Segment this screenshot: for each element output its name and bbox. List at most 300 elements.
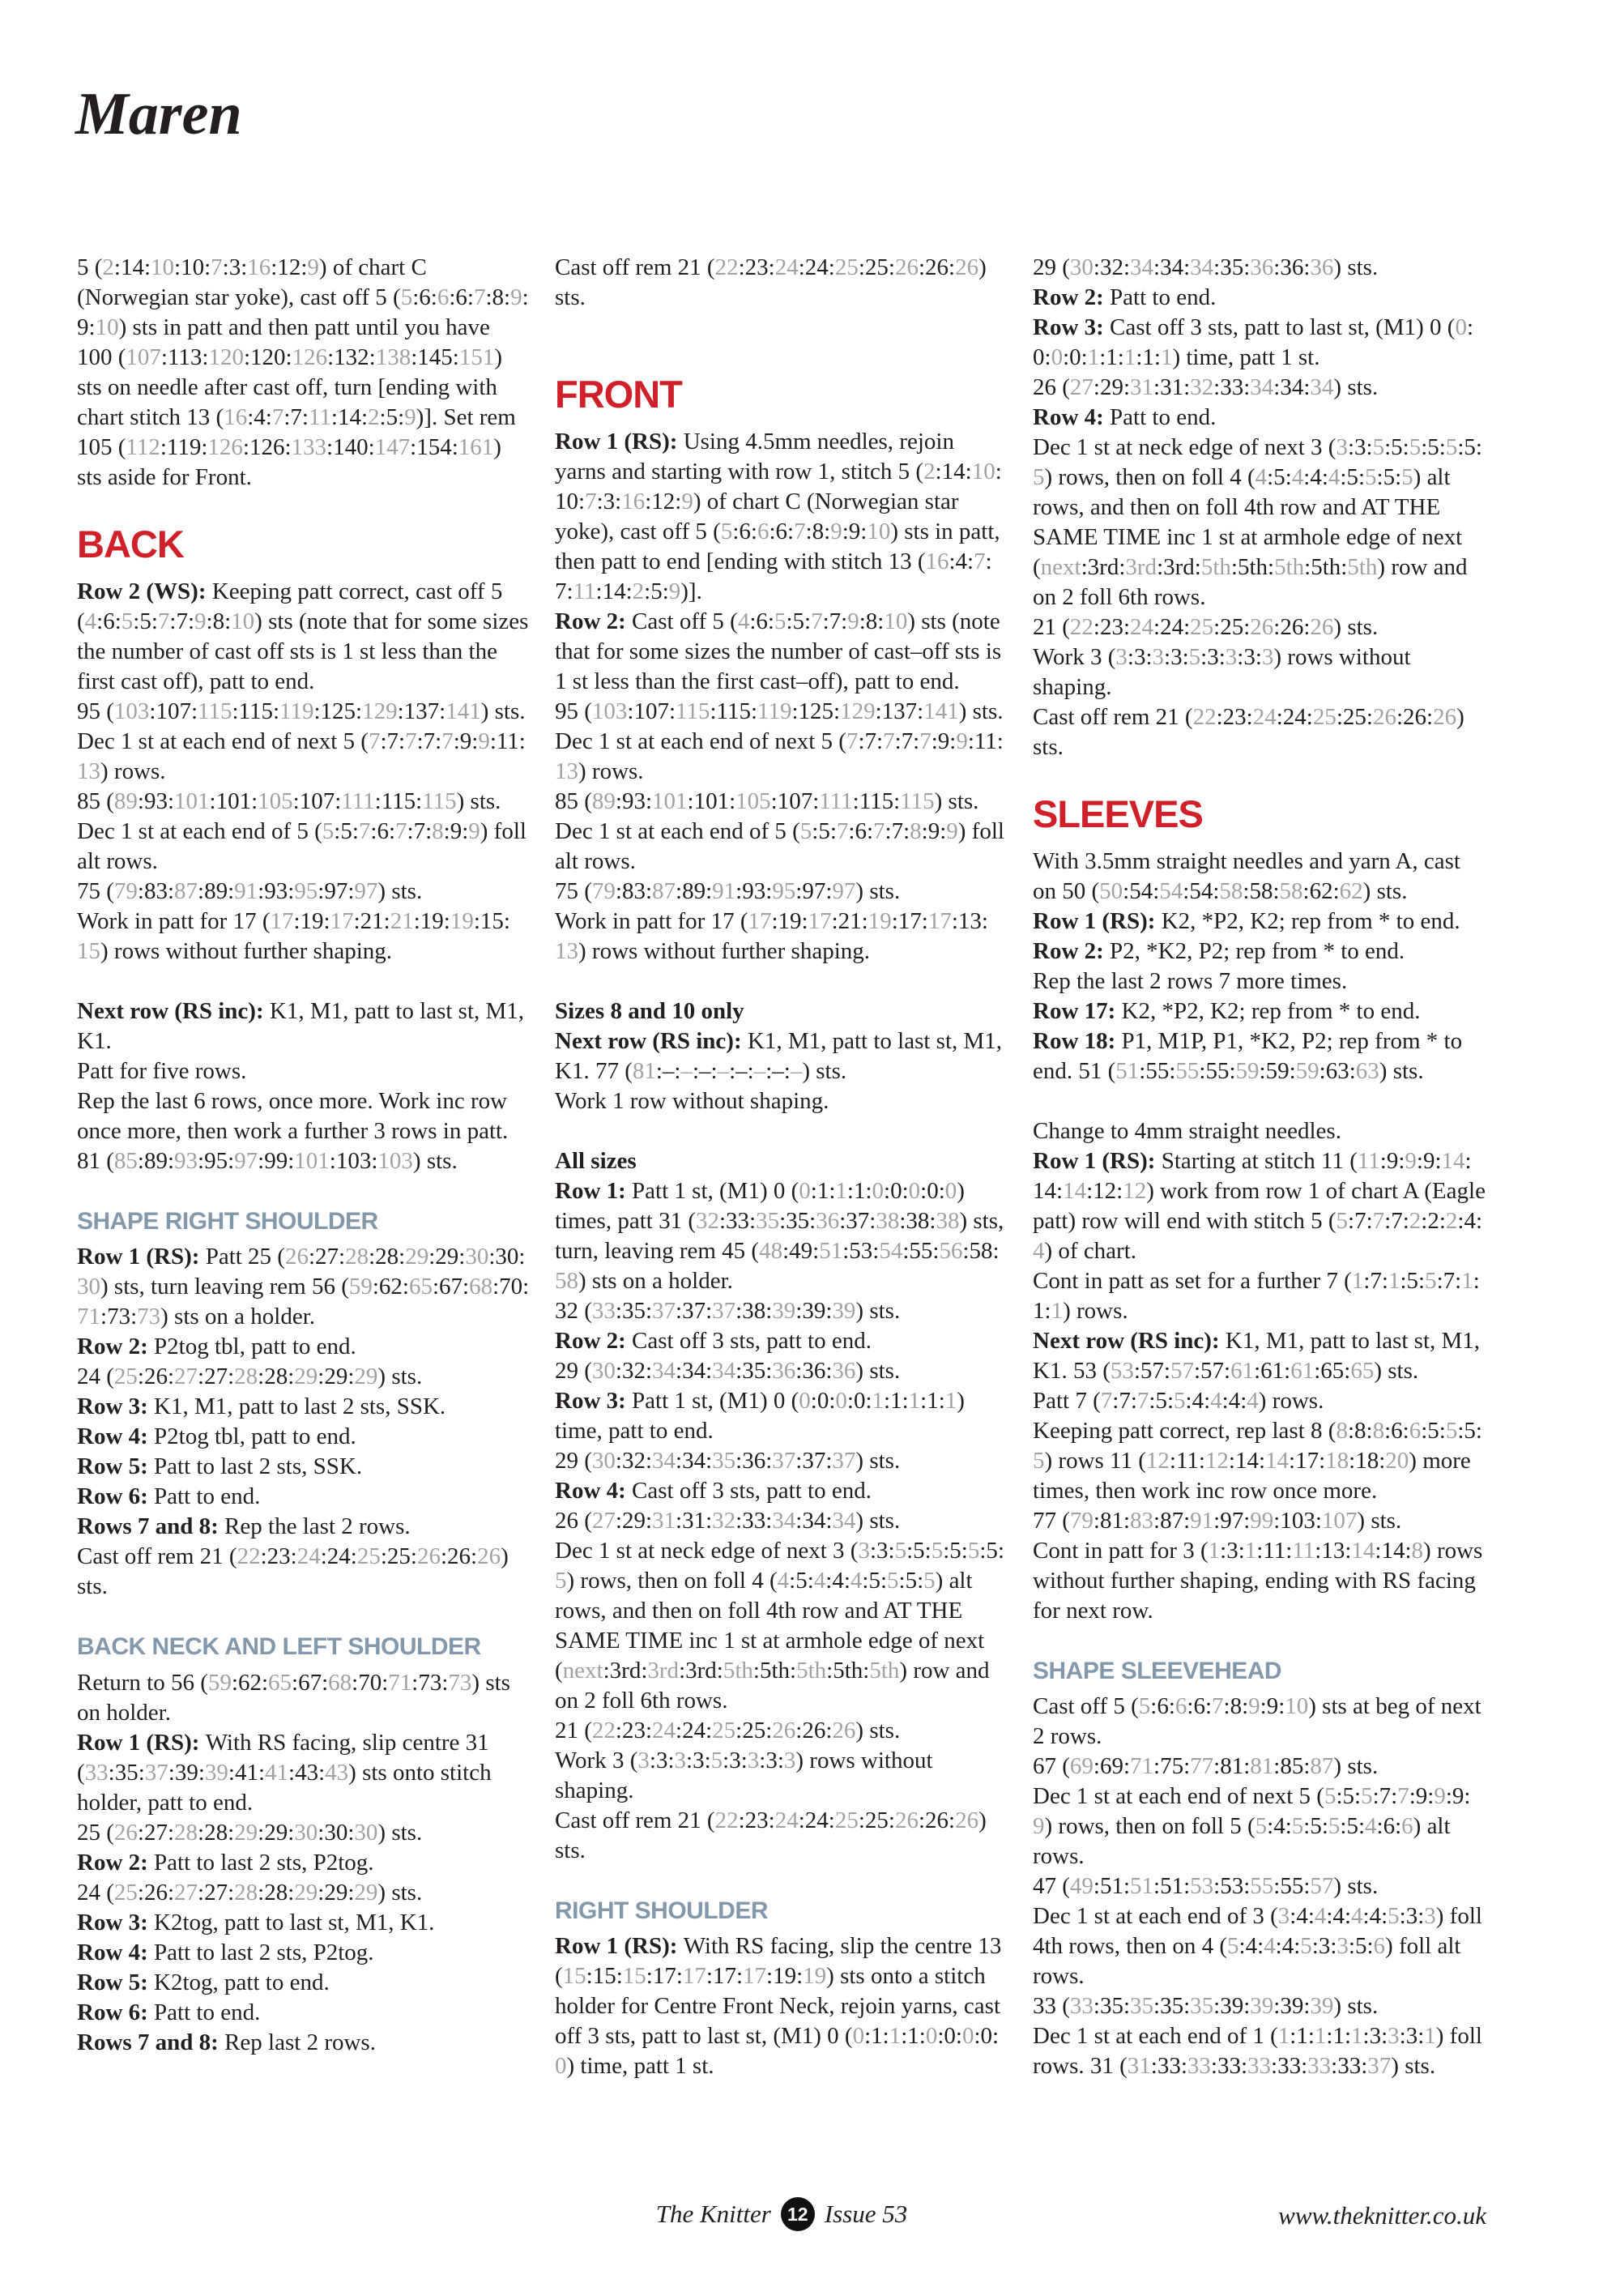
- pattern-paragraph: Patt for five rows.: [77, 1057, 247, 1084]
- alt-size-value: 28: [234, 1879, 258, 1906]
- alt-size-value: 9: [1033, 1813, 1045, 1840]
- alt-size-value: 6: [1401, 1813, 1413, 1840]
- pattern-paragraph: 95 (103:107:115:115:119:125:129:137:141) sts.: [77, 698, 526, 724]
- alt-size-value: 115: [900, 787, 935, 814]
- row-label: Row 1 (RS):: [1033, 1147, 1162, 1174]
- alt-size-value: 7: [585, 488, 597, 514]
- alt-size-value: 1: [835, 1177, 847, 1204]
- pattern-paragraph: 75 (79:83:87:89:91:93:95:97:97) sts.: [77, 877, 423, 904]
- alt-size-value: 5: [1365, 464, 1377, 490]
- alt-size-value: 4: [1210, 1387, 1222, 1414]
- pattern-paragraph: 29 (30:32:34:34:35:36:37:37:37) sts.: [555, 1447, 901, 1474]
- alt-size-value: 5: [1300, 1933, 1312, 1960]
- alt-size-value: 29: [294, 1364, 318, 1390]
- alt-size-value: 24: [652, 1717, 676, 1743]
- alt-size-value: 58: [1279, 877, 1303, 904]
- alt-size-value: 27: [1069, 374, 1094, 400]
- pattern-paragraph: 33 (33:35:35:35:35:39:39:39:39) sts.: [1033, 1993, 1379, 2020]
- row-label: Next row (RS inc):: [1033, 1327, 1226, 1354]
- alt-size-value: 151: [458, 344, 495, 370]
- alt-size-value: 5: [923, 1567, 936, 1594]
- alt-size-value: 65: [1350, 1357, 1375, 1384]
- alt-size-value: –: [790, 1057, 803, 1084]
- row-label: Row 1 (RS):: [77, 1244, 206, 1270]
- alt-size-value: 65: [268, 1669, 292, 1696]
- page-footer: [77, 2197, 1486, 2239]
- alt-size-value: 3: [1336, 434, 1348, 460]
- alt-size-value: 99: [1250, 1507, 1274, 1534]
- alt-size-value: 5th: [1200, 554, 1231, 580]
- alt-size-value: 2: [632, 578, 645, 604]
- alt-size-value: 3: [674, 1747, 686, 1773]
- pattern-paragraph: 24 (25:26:27:27:28:28:29:29:29) sts.: [77, 1879, 423, 1906]
- pattern-paragraph: Dec 1 st at each end of next 5 (5:5:5:7:7:9:9:9:9) rows, then on foll 5 (5:4:5:5:5:5:4:6:6) alt rows.: [1033, 1783, 1471, 1870]
- alt-size-value: 7: [358, 817, 371, 844]
- pattern-paragraph: 29 (30:32:34:34:34:35:36:36:36) sts.: [1033, 254, 1379, 280]
- alt-size-value: 30: [77, 1274, 100, 1300]
- row-label: Row 17:: [1033, 997, 1122, 1024]
- pattern-paragraph: 21 (22:23:24:24:25:25:26:26:26) sts.: [555, 1717, 901, 1743]
- alt-size-value: 9: [1405, 1147, 1417, 1174]
- pattern-paragraph: Rep the last 6 rows, once more. Work inc row once more, then work a further 3 rows in patt.: [77, 1087, 509, 1144]
- row-label: Row 2:: [77, 1334, 155, 1360]
- alt-size-value: 129: [362, 698, 398, 724]
- alt-size-value: 68: [469, 1274, 493, 1300]
- alt-size-value: 26: [955, 254, 979, 280]
- alt-size-value: 4: [1255, 464, 1268, 490]
- alt-size-value: 77: [1190, 1753, 1214, 1780]
- row-label: Row 6:: [77, 1483, 155, 1510]
- alt-size-value: 33: [1187, 2053, 1211, 2080]
- alt-size-value: 1: [1208, 1537, 1221, 1564]
- alt-size-value: 19: [868, 907, 892, 934]
- pattern-paragraph: Row 1 (RS): Starting at stitch 11 (11:9:9:9:14:14:14:12:12) work from row 1 of chart A (Eagle patt) row will end with stitch 5 (5:7:7:7:2:2:2:4:4) of chart.: [1033, 1147, 1486, 1264]
- alt-size-value: 7: [368, 728, 381, 754]
- alt-size-value: 3rd: [647, 1657, 680, 1684]
- pattern-paragraph: Dec 1 st at each end of next 5 (7:7:7:7:7:9:9:11:13) rows.: [77, 728, 526, 784]
- alt-size-value: 3: [1115, 644, 1128, 670]
- alt-size-value: 1: [944, 1387, 957, 1414]
- alt-size-value: 12: [1145, 1447, 1170, 1474]
- alt-size-value: 59: [207, 1669, 232, 1696]
- alt-size-value: 105: [735, 787, 771, 814]
- alt-size-value: 31: [652, 1507, 676, 1534]
- alt-size-value: 35: [1190, 1993, 1214, 2020]
- alt-size-value: 43: [325, 1759, 349, 1786]
- alt-size-value: 7: [1397, 1783, 1409, 1810]
- alt-size-value: 25: [1190, 614, 1214, 640]
- pattern-paragraph: Row 2: Cast off 3 sts, patt to end.: [555, 1327, 872, 1354]
- alt-size-value: 36: [832, 1357, 856, 1384]
- alt-size-value: 3: [858, 1537, 870, 1564]
- alt-size-value: 7: [473, 284, 486, 310]
- alt-size-value: 26: [113, 1819, 138, 1846]
- alt-size-value: 18: [1325, 1447, 1349, 1474]
- alt-size-value: 101: [652, 787, 688, 814]
- alt-size-value: 5th: [1274, 554, 1305, 580]
- pattern-paragraph: Dec 1 st at neck edge of next 3 (3:3:5:5:5:5:5:5:5) rows, then on foll 4 (4:5:4:4:4:5:5:5:5) alt rows, and then on foll 4th row and AT THE SAME TIME inc 1 st at armhole edge of next (next:3rd:3rd:3rd:5th:5th:5th:5th:5th) row and on 2 foll 6th rows.: [555, 1537, 1004, 1713]
- alt-size-value: 7: [1100, 1387, 1113, 1414]
- pattern-paragraph: Cast off rem 21 (22:23:24:24:25:25:26:26:26) sts.: [77, 1543, 509, 1600]
- alt-size-value: 5: [1138, 1693, 1151, 1720]
- pattern-paragraph: With 3.5mm straight needles and yarn A, cast on 50 (50:54:54:54:58:58:58:62:62) sts.: [1033, 847, 1460, 904]
- pattern-paragraph: Keeping patt correct, rep last 8 (8:8:8:6:6:5:5:5:5) rows 11 (12:11:12:14:14:17:18:18:20) more times, then work inc row once more.: [1033, 1417, 1482, 1504]
- pattern-paragraph: 26 (27:29:31:31:32:33:34:34:34) sts.: [1033, 374, 1379, 400]
- alt-size-value: 26: [1372, 704, 1396, 730]
- alt-size-value: 81: [632, 1057, 656, 1084]
- alt-size-value: 33: [591, 1297, 616, 1324]
- alt-size-value: 28: [174, 1819, 198, 1846]
- section-heading: SLEEVES: [1033, 792, 1203, 835]
- alt-size-value: 2: [102, 254, 114, 280]
- alt-size-value: 1: [1388, 1267, 1400, 1294]
- alt-size-value: 10: [884, 608, 908, 634]
- page-title: Maren: [75, 80, 242, 147]
- alt-size-value: 34: [1130, 254, 1154, 280]
- row-label: Row 2:: [77, 1849, 155, 1876]
- alt-size-value: 5: [1033, 1447, 1045, 1474]
- alt-size-value: 32: [1190, 374, 1214, 400]
- pattern-paragraph: Row 3: Patt 1 st, (M1) 0 (0:0:0:0:1:1:1:1:1) time, patt to end.: [555, 1387, 965, 1444]
- alt-size-value: 56: [939, 1237, 963, 1264]
- alt-size-value: 39: [832, 1297, 856, 1324]
- alt-size-value: 79: [591, 877, 616, 904]
- alt-size-value: 51: [1130, 1873, 1154, 1900]
- alt-size-value: 9: [847, 608, 859, 634]
- alt-size-value: 9: [404, 404, 416, 430]
- alt-size-value: 31: [1127, 2053, 1151, 2080]
- alt-size-value: 1: [1244, 1537, 1257, 1564]
- alt-size-value: 36: [772, 1357, 796, 1384]
- alt-size-value: 0: [1455, 314, 1467, 340]
- alt-size-value: 33: [1247, 2053, 1272, 2080]
- alt-size-value: 7: [873, 817, 885, 844]
- alt-size-value: 26: [1433, 704, 1457, 730]
- alt-size-value: 19: [450, 907, 474, 934]
- alt-size-value: 9: [830, 518, 842, 544]
- alt-size-value: 7: [395, 817, 407, 844]
- alt-size-value: 107: [126, 344, 161, 370]
- pattern-paragraph: Row 1 (RS): Patt 25 (26:27:28:28:29:29:30:30:30) sts, turn leaving rem 56 (59:62:65:67:68:70:71:73:73) sts on a holder.: [77, 1244, 530, 1330]
- alt-size-value: 51: [819, 1237, 843, 1264]
- alt-size-value: 73: [448, 1669, 472, 1696]
- alt-size-value: 9: [946, 817, 958, 844]
- pattern-paragraph: Row 1 (RS): With RS facing, slip centre 31 (33:35:37:39:39:41:41:43:43) sts onto stitch holder, patt to end.: [77, 1729, 492, 1816]
- alt-size-value: 9: [478, 728, 490, 754]
- alt-size-value: 17: [330, 907, 354, 934]
- alt-size-value: 0: [799, 1177, 811, 1204]
- alt-size-value: 5: [774, 608, 787, 634]
- alt-size-value: 4: [1328, 464, 1341, 490]
- alt-size-value: 1: [1123, 344, 1136, 370]
- alt-size-value: 4: [1365, 1813, 1377, 1840]
- alt-size-value: 26: [955, 1807, 979, 1833]
- pattern-paragraph: 75 (79:83:87:89:91:93:95:97:97) sts.: [555, 877, 901, 904]
- alt-size-value: 38: [876, 1207, 900, 1234]
- alt-size-value: 14: [1351, 1537, 1375, 1564]
- alt-size-value: 17: [808, 907, 832, 934]
- pattern-paragraph: Row 1: Patt 1 st, (M1) 0 (0:1:1:1:0:0:0:0:0) times, patt 31 (32:33:35:35:36:37:38:38:38) sts, turn, leaving rem 45 (48:49:51:53:54:55:56:58:58) sts on a holder.: [555, 1177, 1004, 1294]
- alt-size-value: 10: [231, 608, 255, 634]
- footer-issue-label: Issue 53: [824, 2200, 908, 2228]
- pattern-paragraph: Next row (RS inc): K1, M1, patt to last st, M1, K1. 53 (53:57:57:57:61:61:61:65:65) sts.: [1033, 1327, 1481, 1384]
- row-label: Row 3:: [1033, 314, 1111, 340]
- row-label: Row 6:: [77, 1999, 155, 2025]
- alt-size-value: 115: [422, 787, 457, 814]
- row-label: Row 4:: [77, 1939, 155, 1965]
- pattern-paragraph: Row 4: Patt to last 2 sts, P2tog.: [77, 1939, 374, 1965]
- row-label: Row 1:: [555, 1177, 633, 1204]
- pattern-paragraph: Rows 7 and 8: Rep last 2 rows.: [77, 2029, 376, 2055]
- row-label: Row 2:: [1033, 284, 1111, 310]
- alt-size-value: 24: [296, 1543, 321, 1570]
- alt-size-value: 36: [1310, 254, 1334, 280]
- alt-size-value: 59: [1235, 1057, 1260, 1084]
- pattern-paragraph: Row 6: Patt to end.: [77, 1999, 261, 2025]
- row-label: Row 2:: [555, 1327, 633, 1354]
- alt-size-value: 37: [1367, 2053, 1392, 2080]
- pattern-paragraph: Dec 1 st at neck edge of next 3 (3:3:5:5:5:5:5:5:5) rows, then on foll 4 (4:5:4:4:4:5:5:5:5) alt rows, and then on foll 4th row and AT THE SAME TIME inc 1 st at armhole edge of next (next:3rd:3rd:3rd:5th:5th:5th:5th:5th) row and on 2 foll 6th rows.: [1033, 434, 1482, 610]
- alt-size-value: 27: [174, 1879, 198, 1906]
- pattern-paragraph: Cont in patt for 3 (1:3:1:11:11:13:14:14:8) rows without further shaping, ending with RS facing for next row.: [1033, 1537, 1483, 1624]
- pattern-paragraph: Row 3: Cast off 3 sts, patt to last st, (M1) 0 (0:0:0:0:1:1:1:1:1) time, patt 1 st.: [1033, 314, 1473, 370]
- alt-size-value: 91: [1190, 1507, 1214, 1534]
- alt-size-value: 37: [832, 1447, 856, 1474]
- alt-size-value: 126: [207, 434, 243, 460]
- alt-size-value: 7: [836, 817, 849, 844]
- alt-size-value: 14: [1265, 1447, 1290, 1474]
- alt-size-value: 59: [1295, 1057, 1319, 1084]
- alt-size-value: 3: [1424, 1903, 1436, 1930]
- alt-size-value: 9: [1248, 1693, 1260, 1720]
- alt-size-value: 5: [1425, 1267, 1437, 1294]
- alt-size-value: 51: [1115, 1057, 1140, 1084]
- alt-size-value: 119: [279, 698, 314, 724]
- alt-size-value: 30: [294, 1819, 318, 1846]
- size-condition-heading: Sizes 8 and 10 only: [555, 997, 744, 1024]
- alt-size-value: 4: [1033, 1237, 1045, 1264]
- pattern-paragraph: 24 (25:26:27:27:28:28:29:29:29) sts.: [77, 1364, 423, 1390]
- alt-size-value: 10: [1285, 1693, 1309, 1720]
- alt-size-value: 12: [1123, 1177, 1147, 1204]
- alt-size-value: 35: [712, 1447, 736, 1474]
- alt-size-value: 141: [923, 698, 959, 724]
- alt-size-value: 4: [1291, 464, 1304, 490]
- alt-size-value: 22: [1069, 614, 1094, 640]
- alt-size-value: 107: [1321, 1507, 1358, 1534]
- pattern-paragraph: Row 2: Patt to last 2 sts, P2tog.: [77, 1849, 374, 1876]
- alt-size-value: 20: [1385, 1447, 1409, 1474]
- alt-size-value: 133: [291, 434, 327, 460]
- alt-size-value: 22: [714, 254, 739, 280]
- alt-size-value: 5: [1361, 1783, 1373, 1810]
- pattern-paragraph: 5 (2:14:10:10:7:3:16:12:9) of chart C (Norwegian star yoke), cast off 5 (5:6:6:6:7:8:9:9:10) sts in patt and then patt until you have 100 (107:113:120:120:126:132:138:145:151) sts on needle after cast off, turn [ending with chart stitch 13 (16:4:7:7:11:14:2:5:9)]. Set rem 105 (112:119:126:126:133:140:147:154:161) sts aside for Front.: [77, 254, 529, 490]
- alt-size-value: 22: [714, 1807, 739, 1833]
- alt-size-value: 9: [956, 728, 968, 754]
- issue-number-badge: 12: [781, 2197, 815, 2231]
- alt-size-value: 1: [889, 2023, 902, 2050]
- pattern-column-2: [555, 253, 1008, 2081]
- pattern-paragraph: Patt 7 (7:7:7:5:5:4:4:4:4) rows.: [1033, 1387, 1324, 1414]
- alt-size-value: 0: [555, 2053, 567, 2080]
- alt-size-value: 119: [757, 698, 792, 724]
- alt-size-value: 10: [867, 518, 891, 544]
- alt-size-value: 79: [113, 877, 138, 904]
- pattern-paragraph: Work 3 (3:3:3:3:5:3:3:3:3) rows without shaping.: [1033, 644, 1411, 700]
- alt-size-value: 111: [819, 787, 853, 814]
- alt-size-value: 31: [1130, 374, 1154, 400]
- alt-size-value: –: [680, 1057, 693, 1084]
- alt-size-value: 25: [356, 1543, 381, 1570]
- pattern-paragraph: Dec 1 st at each end of 5 (5:5:7:6:7:7:8:9:9) foll alt rows.: [77, 817, 526, 874]
- alt-size-value: next: [1040, 554, 1081, 580]
- alt-size-value: 65: [408, 1274, 433, 1300]
- row-label: Row 1 (RS):: [555, 428, 684, 455]
- alt-size-value: 11: [308, 404, 331, 430]
- alt-size-value: 38: [936, 1207, 960, 1234]
- alt-size-value: 17: [927, 907, 952, 934]
- pattern-paragraph: Work in patt for 17 (17:19:17:21:19:17:17:13:13) rows without further shaping.: [555, 907, 988, 964]
- alt-size-value: 8: [910, 817, 922, 844]
- alt-size-value: 5th: [1347, 554, 1378, 580]
- alt-size-value: 8: [1372, 1417, 1385, 1444]
- alt-size-value: 21: [390, 907, 414, 934]
- alt-size-value: 5: [1388, 1903, 1400, 1930]
- alt-size-value: 4: [1314, 1903, 1327, 1930]
- alt-size-value: 29: [294, 1879, 318, 1906]
- alt-size-value: 13: [77, 758, 100, 784]
- alt-size-value: 12: [1204, 1447, 1229, 1474]
- row-label: Row 4:: [555, 1477, 633, 1504]
- alt-size-value: 7: [883, 728, 895, 754]
- alt-size-value: 33: [1307, 2053, 1332, 2080]
- alt-size-value: 11: [573, 578, 596, 604]
- footer-website: www.theknitter.co.uk: [1278, 2201, 1486, 2230]
- alt-size-value: 147: [374, 434, 411, 460]
- pattern-paragraph: Row 17: K2, *P2, K2; rep from * to end.: [1033, 997, 1421, 1024]
- alt-size-value: 36: [816, 1207, 840, 1234]
- alt-size-value: 8: [1411, 1537, 1424, 1564]
- alt-size-value: 34: [1310, 374, 1334, 400]
- alt-size-value: 34: [1190, 254, 1214, 280]
- alt-size-value: 103: [113, 698, 150, 724]
- pattern-paragraph: Row 5: K2tog, patt to end.: [77, 1969, 330, 1995]
- alt-size-value: 4: [1247, 1387, 1259, 1414]
- pattern-paragraph: Row 1 (RS): K2, *P2, K2; rep from * to end.: [1033, 907, 1460, 934]
- pattern-paragraph: Next row (RS inc): K1, M1, patt to last st, M1, K1.: [77, 997, 525, 1054]
- alt-size-value: 16: [247, 254, 271, 280]
- alt-size-value: 5: [967, 1537, 980, 1564]
- alt-size-value: 5th: [869, 1657, 900, 1684]
- alt-size-value: 7: [157, 608, 170, 634]
- alt-size-value: 9: [307, 254, 319, 280]
- alt-size-value: 1: [1424, 2023, 1436, 2050]
- alt-size-value: next: [562, 1657, 603, 1684]
- alt-size-value: 5: [400, 284, 413, 310]
- alt-size-value: 30: [591, 1357, 616, 1384]
- subsection-heading: SHAPE SLEEVEHEAD: [1033, 1657, 1282, 1684]
- alt-size-value: 0: [944, 1177, 957, 1204]
- spacer: [555, 313, 1008, 343]
- alt-size-value: 53: [1190, 1873, 1214, 1900]
- alt-size-value: 9: [1434, 1783, 1446, 1810]
- pattern-paragraph: Work 1 row without shaping.: [555, 1087, 829, 1114]
- alt-size-value: 0: [799, 1387, 811, 1414]
- alt-size-value: 71: [388, 1669, 412, 1696]
- row-label: Row 4:: [77, 1423, 155, 1450]
- alt-size-value: 7: [211, 254, 223, 280]
- alt-size-value: 69: [1069, 1753, 1094, 1780]
- alt-size-value: 103: [591, 698, 628, 724]
- pattern-paragraph: Dec 1 st at each end of next 5 (7:7:7:7:7:9:9:11:13) rows.: [555, 728, 1004, 784]
- alt-size-value: 97: [354, 877, 378, 904]
- alt-size-value: 1: [1160, 344, 1173, 370]
- alt-size-value: 10: [971, 458, 995, 484]
- alt-size-value: 5: [1174, 1387, 1186, 1414]
- pattern-paragraph: Row 4: Patt to end.: [1033, 404, 1217, 430]
- spacer: [555, 1116, 1008, 1146]
- alt-size-value: 97: [234, 1147, 258, 1174]
- alt-size-value: 5: [1188, 644, 1201, 670]
- alt-size-value: 71: [1130, 1753, 1154, 1780]
- alt-size-value: 14: [1063, 1177, 1087, 1204]
- row-label: Row 18:: [1033, 1027, 1122, 1054]
- alt-size-value: 24: [1252, 704, 1277, 730]
- alt-size-value: 57: [1170, 1357, 1194, 1384]
- alt-size-value: 0: [852, 2023, 865, 2050]
- alt-size-value: 73: [137, 1304, 161, 1330]
- alt-size-value: 37: [712, 1297, 736, 1324]
- alt-size-value: 3: [1261, 644, 1274, 670]
- alt-size-value: 3: [637, 1747, 650, 1773]
- alt-size-value: 5: [1033, 464, 1045, 490]
- alt-size-value: 5: [1336, 1207, 1349, 1234]
- alt-size-value: 5: [1445, 1417, 1458, 1444]
- alt-size-value: 112: [126, 434, 160, 460]
- pattern-paragraph: Row 2: Patt to end.: [1033, 284, 1217, 310]
- row-label: Row 5:: [77, 1969, 155, 1995]
- alt-size-value: 5: [931, 1537, 944, 1564]
- alt-size-value: 32: [695, 1207, 719, 1234]
- alt-size-value: 16: [224, 404, 248, 430]
- alt-size-value: 7: [1212, 1693, 1224, 1720]
- alt-size-value: 29: [354, 1364, 378, 1390]
- alt-size-value: 93: [174, 1147, 198, 1174]
- alt-size-value: 36: [1250, 254, 1274, 280]
- alt-size-value: 2: [1445, 1207, 1458, 1234]
- alt-size-value: 9: [468, 817, 480, 844]
- alt-size-value: 3: [1336, 1933, 1349, 1960]
- alt-size-value: –: [717, 1057, 730, 1084]
- alt-size-value: 55: [1175, 1057, 1200, 1084]
- alt-size-value: 63: [1355, 1057, 1379, 1084]
- alt-size-value: 7: [919, 728, 932, 754]
- pattern-paragraph: Row 5: Patt to last 2 sts, SSK.: [77, 1453, 363, 1480]
- pattern-paragraph: Row 4: P2tog tbl, patt to end.: [77, 1423, 356, 1450]
- pattern-paragraph: Cast off 5 (5:6:6:6:7:8:9:9:10) sts at beg of next 2 rows.: [1033, 1693, 1481, 1750]
- alt-size-value: 85: [113, 1147, 138, 1174]
- alt-size-value: 35: [756, 1207, 780, 1234]
- alt-size-value: 1: [1314, 2023, 1327, 2050]
- pattern-paragraph: 47 (49:51:51:51:53:53:55:55:57) sts.: [1033, 1873, 1379, 1900]
- alt-size-value: 9: [668, 578, 681, 604]
- alt-size-value: 5: [1409, 434, 1422, 460]
- alt-size-value: 7: [846, 728, 859, 754]
- alt-size-value: 27: [591, 1507, 616, 1534]
- alt-size-value: 1: [1461, 1267, 1473, 1294]
- pattern-paragraph: Row 6: Patt to end.: [77, 1483, 261, 1510]
- alt-size-value: 5: [1324, 1783, 1336, 1810]
